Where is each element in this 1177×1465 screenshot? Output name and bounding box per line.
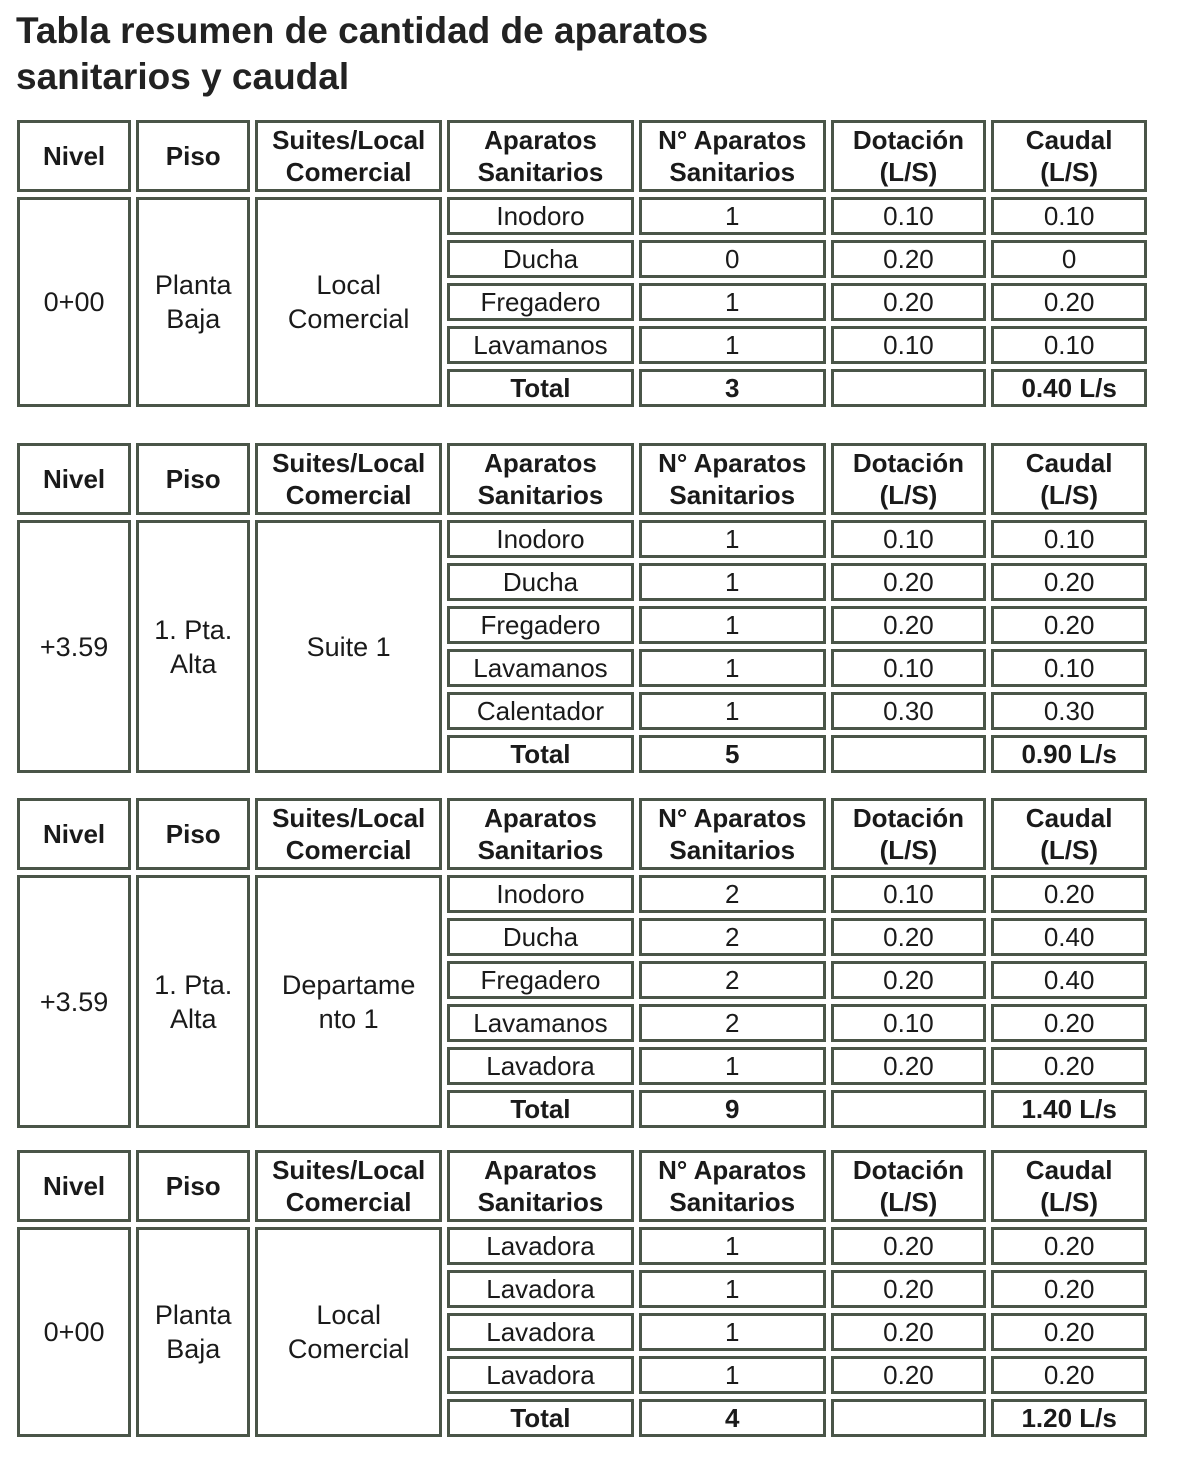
fixture-cell: Lavamanos	[447, 649, 634, 687]
dotation-cell: 0.20	[831, 283, 987, 321]
header-numero: N° Aparatos Sanitarios	[639, 443, 826, 515]
count-cell: 1	[639, 649, 826, 687]
header-piso: Piso	[136, 1150, 250, 1222]
header-nivel: Nivel	[17, 798, 131, 870]
table-header-row	[17, 120, 1147, 192]
header-suites: Suites/Local Comercial	[255, 443, 442, 515]
header-suites: Suites/Local Comercial	[255, 120, 442, 192]
fixture-cell: Fregadero	[447, 283, 634, 321]
unit-cell: Departame nto 1	[255, 875, 442, 1128]
dotation-cell: 0.20	[831, 563, 987, 601]
flow-cell: 0.10	[991, 197, 1147, 235]
flow-cell: 0.40	[991, 918, 1147, 956]
floor-cell: 1. Pta. Alta	[136, 875, 250, 1128]
count-cell: 2	[639, 961, 826, 999]
flow-cell: 0.30	[991, 692, 1147, 730]
level-cell: +3.59	[17, 520, 131, 773]
table-row	[17, 520, 1147, 558]
header-suites: Suites/Local Comercial	[255, 798, 442, 870]
total-flow: 1.40 L/s	[991, 1090, 1147, 1128]
total-count: 5	[639, 735, 826, 773]
count-cell: 1	[639, 1227, 826, 1265]
dotation-cell: 0.20	[831, 1047, 987, 1085]
header-aparatos: Aparatos Sanitarios	[447, 443, 634, 515]
header-aparatos: Aparatos Sanitarios	[447, 120, 634, 192]
flow-cell: 0.10	[991, 326, 1147, 364]
total-dotation-empty	[831, 369, 987, 407]
page-title	[16, 8, 916, 100]
flow-cell: 0.20	[991, 283, 1147, 321]
count-cell: 1	[639, 563, 826, 601]
header-caudal: Caudal (L/S)	[991, 798, 1147, 870]
dotation-cell: 0.10	[831, 875, 987, 913]
header-dotacion: Dotación (L/S)	[831, 1150, 987, 1222]
flow-cell: 0.20	[991, 1270, 1147, 1308]
title-line-1: Tabla resumen de cantidad de aparatos	[16, 10, 709, 51]
count-cell: 1	[639, 520, 826, 558]
table-header-row	[17, 443, 1147, 515]
count-cell: 1	[639, 1047, 826, 1085]
unit-cell: Local Comercial	[255, 197, 442, 407]
total-dotation-empty	[831, 1399, 987, 1437]
fixture-cell: Fregadero	[447, 961, 634, 999]
summary-table	[12, 793, 1152, 1133]
title-line-2: sanitarios y caudal	[16, 56, 350, 97]
flow-cell: 0.20	[991, 1004, 1147, 1042]
header-nivel: Nivel	[17, 443, 131, 515]
header-caudal: Caudal (L/S)	[991, 443, 1147, 515]
table-row	[17, 875, 1147, 913]
flow-cell: 0.20	[991, 563, 1147, 601]
flow-cell: 0.20	[991, 1356, 1147, 1394]
level-cell: 0+00	[17, 197, 131, 407]
count-cell: 1	[639, 1356, 826, 1394]
flow-cell: 0.20	[991, 1313, 1147, 1351]
table-header-row	[17, 798, 1147, 870]
table-header-row	[17, 1150, 1147, 1222]
total-flow: 1.20 L/s	[991, 1399, 1147, 1437]
table-row	[17, 1227, 1147, 1265]
total-label: Total	[447, 735, 634, 773]
header-piso: Piso	[136, 443, 250, 515]
dotation-cell: 0.10	[831, 326, 987, 364]
count-cell: 2	[639, 1004, 826, 1042]
floor-cell: 1. Pta. Alta	[136, 520, 250, 773]
dotation-cell: 0.20	[831, 1313, 987, 1351]
dotation-cell: 0.10	[831, 520, 987, 558]
table-row	[17, 197, 1147, 235]
fixture-cell: Lavadora	[447, 1313, 634, 1351]
total-label: Total	[447, 1399, 634, 1437]
total-dotation-empty	[831, 735, 987, 773]
floor-cell: Planta Baja	[136, 197, 250, 407]
flow-cell: 0.40	[991, 961, 1147, 999]
header-numero: N° Aparatos Sanitarios	[639, 798, 826, 870]
floor-cell: Planta Baja	[136, 1227, 250, 1437]
header-dotacion: Dotación (L/S)	[831, 798, 987, 870]
fixture-cell: Ducha	[447, 563, 634, 601]
dotation-cell: 0.10	[831, 649, 987, 687]
fixture-cell: Lavadora	[447, 1047, 634, 1085]
fixture-cell: Lavadora	[447, 1270, 634, 1308]
total-label: Total	[447, 1090, 634, 1128]
fixture-cell: Inodoro	[447, 197, 634, 235]
total-count: 9	[639, 1090, 826, 1128]
dotation-cell: 0.30	[831, 692, 987, 730]
dotation-cell: 0.20	[831, 1356, 987, 1394]
header-aparatos: Aparatos Sanitarios	[447, 798, 634, 870]
total-flow: 0.40 L/s	[991, 369, 1147, 407]
count-cell: 1	[639, 283, 826, 321]
flow-cell: 0.20	[991, 1047, 1147, 1085]
header-caudal: Caudal (L/S)	[991, 120, 1147, 192]
header-dotacion: Dotación (L/S)	[831, 443, 987, 515]
unit-cell: Local Comercial	[255, 1227, 442, 1437]
dotation-cell: 0.20	[831, 606, 987, 644]
dotation-cell: 0.20	[831, 1270, 987, 1308]
count-cell: 1	[639, 197, 826, 235]
summary-table	[12, 438, 1152, 778]
count-cell: 1	[639, 692, 826, 730]
header-piso: Piso	[136, 120, 250, 192]
total-count: 4	[639, 1399, 826, 1437]
count-cell: 0	[639, 240, 826, 278]
level-cell: +3.59	[17, 875, 131, 1128]
count-cell: 2	[639, 918, 826, 956]
flow-cell: 0.20	[991, 606, 1147, 644]
count-cell: 1	[639, 606, 826, 644]
fixture-cell: Lavadora	[447, 1227, 634, 1265]
header-aparatos: Aparatos Sanitarios	[447, 1150, 634, 1222]
fixture-cell: Ducha	[447, 918, 634, 956]
header-numero: N° Aparatos Sanitarios	[639, 1150, 826, 1222]
dotation-cell: 0.10	[831, 197, 987, 235]
dotation-cell: 0.20	[831, 1227, 987, 1265]
summary-table	[12, 115, 1152, 412]
fixture-cell: Lavamanos	[447, 326, 634, 364]
header-suites: Suites/Local Comercial	[255, 1150, 442, 1222]
summary-table	[12, 1145, 1152, 1442]
count-cell: 2	[639, 875, 826, 913]
header-numero: N° Aparatos Sanitarios	[639, 120, 826, 192]
header-caudal: Caudal (L/S)	[991, 1150, 1147, 1222]
fixture-cell: Calentador	[447, 692, 634, 730]
fixture-cell: Inodoro	[447, 520, 634, 558]
count-cell: 1	[639, 1270, 826, 1308]
total-label: Total	[447, 369, 634, 407]
count-cell: 1	[639, 326, 826, 364]
level-cell: 0+00	[17, 1227, 131, 1437]
fixture-cell: Lavadora	[447, 1356, 634, 1394]
flow-cell: 0.20	[991, 1227, 1147, 1265]
flow-cell: 0	[991, 240, 1147, 278]
flow-cell: 0.10	[991, 649, 1147, 687]
header-dotacion: Dotación (L/S)	[831, 120, 987, 192]
header-nivel: Nivel	[17, 1150, 131, 1222]
flow-cell: 0.20	[991, 875, 1147, 913]
unit-cell: Suite 1	[255, 520, 442, 773]
flow-cell: 0.10	[991, 520, 1147, 558]
header-piso: Piso	[136, 798, 250, 870]
dotation-cell: 0.20	[831, 961, 987, 999]
count-cell: 1	[639, 1313, 826, 1351]
header-nivel: Nivel	[17, 120, 131, 192]
total-flow: 0.90 L/s	[991, 735, 1147, 773]
fixture-cell: Inodoro	[447, 875, 634, 913]
total-count: 3	[639, 369, 826, 407]
fixture-cell: Ducha	[447, 240, 634, 278]
total-dotation-empty	[831, 1090, 987, 1128]
fixture-cell: Fregadero	[447, 606, 634, 644]
fixture-cell: Lavamanos	[447, 1004, 634, 1042]
dotation-cell: 0.10	[831, 1004, 987, 1042]
dotation-cell: 0.20	[831, 918, 987, 956]
dotation-cell: 0.20	[831, 240, 987, 278]
